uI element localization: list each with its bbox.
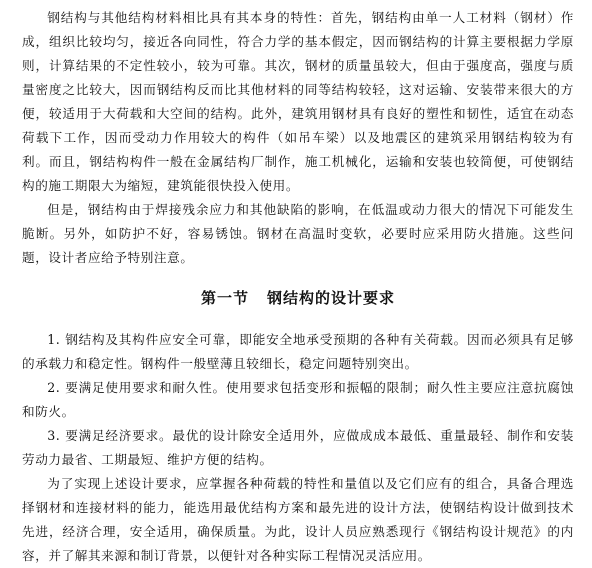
intro-paragraph-2: 但是，钢结构由于焊接残余应力和其他缺陷的影响，在低温或动力很大的情况下可能发生脆断。另外，如防护不好，容易锈蚀。钢材在高温时变软，必要时应采用防火措施。这些问题，设计者应给予特别注意。 [22,202,574,265]
section-heading [22,286,574,310]
section-title: 钢结构的设计要求 [267,289,396,307]
intro-paragraph-1: 钢结构与其他结构材料相比具有其本身的特性：首先，钢结构由单一人工材料（钢材）作成，组织比较均匀，接近各向同性，符合力学的基本假定，因而钢结构的计算主要根据力学原则，计算结果的不定性较小，较为可靠。其次，钢材的质量虽较大，但由于强度高，强度与质量密度之比较大，因而钢结构反而比其他材料的同等结构较轻，这对运输、安装带来很大的方便，较适用于大荷载和大空间的结构。此外，建筑用钢材具有良好的塑性和韧性，适宜在动态荷载下工作，因而受动力作用较大的构件（如吊车梁）以及地震区的建筑采用钢结构较为有利。而且，钢结构构件一般在金属结构厂制作，施工机械化，运输和安装也较简便，可使钢结构的施工期限大为缩短，建筑能很快投入使用。 [22,10,574,193]
requirements-summary-paragraph: 为了实现上述设计要求，应掌握各种荷载的特性和量值以及它们应有的组合，具备合理选择钢材和连接材料的能力，能选用最优结构方案和最先进的设计方法，使钢结构设计做到技术先进，经济合理，安全适用，确保质量。为此，设计人员应熟悉现行《钢结构设计规范》的内容，并了解其来源和制订背景，以便针对各种实际工程情况灵活应用。 [22,476,574,563]
requirement-item-2: 2. 要满足使用要求和耐久性。使用要求包括变形和振幅的限制；耐久性主要应注意抗腐蚀和防火。 [22,380,574,419]
requirement-item-3: 3. 要满足经济要求。最优的设计除安全适用外，应做成成本最低、重量最轻、制作和安装劳动力最省、工期最短、维护方便的结构。 [22,428,574,467]
section-number: 第一节 [200,289,249,307]
requirement-item-1: 1. 钢结构及其构件应安全可靠，即能安全地承受预期的各种有关荷载。因而必须具有足够的承载力和稳定性。钢构件一般壁薄且较细长，稳定问题特别突出。 [22,332,574,371]
